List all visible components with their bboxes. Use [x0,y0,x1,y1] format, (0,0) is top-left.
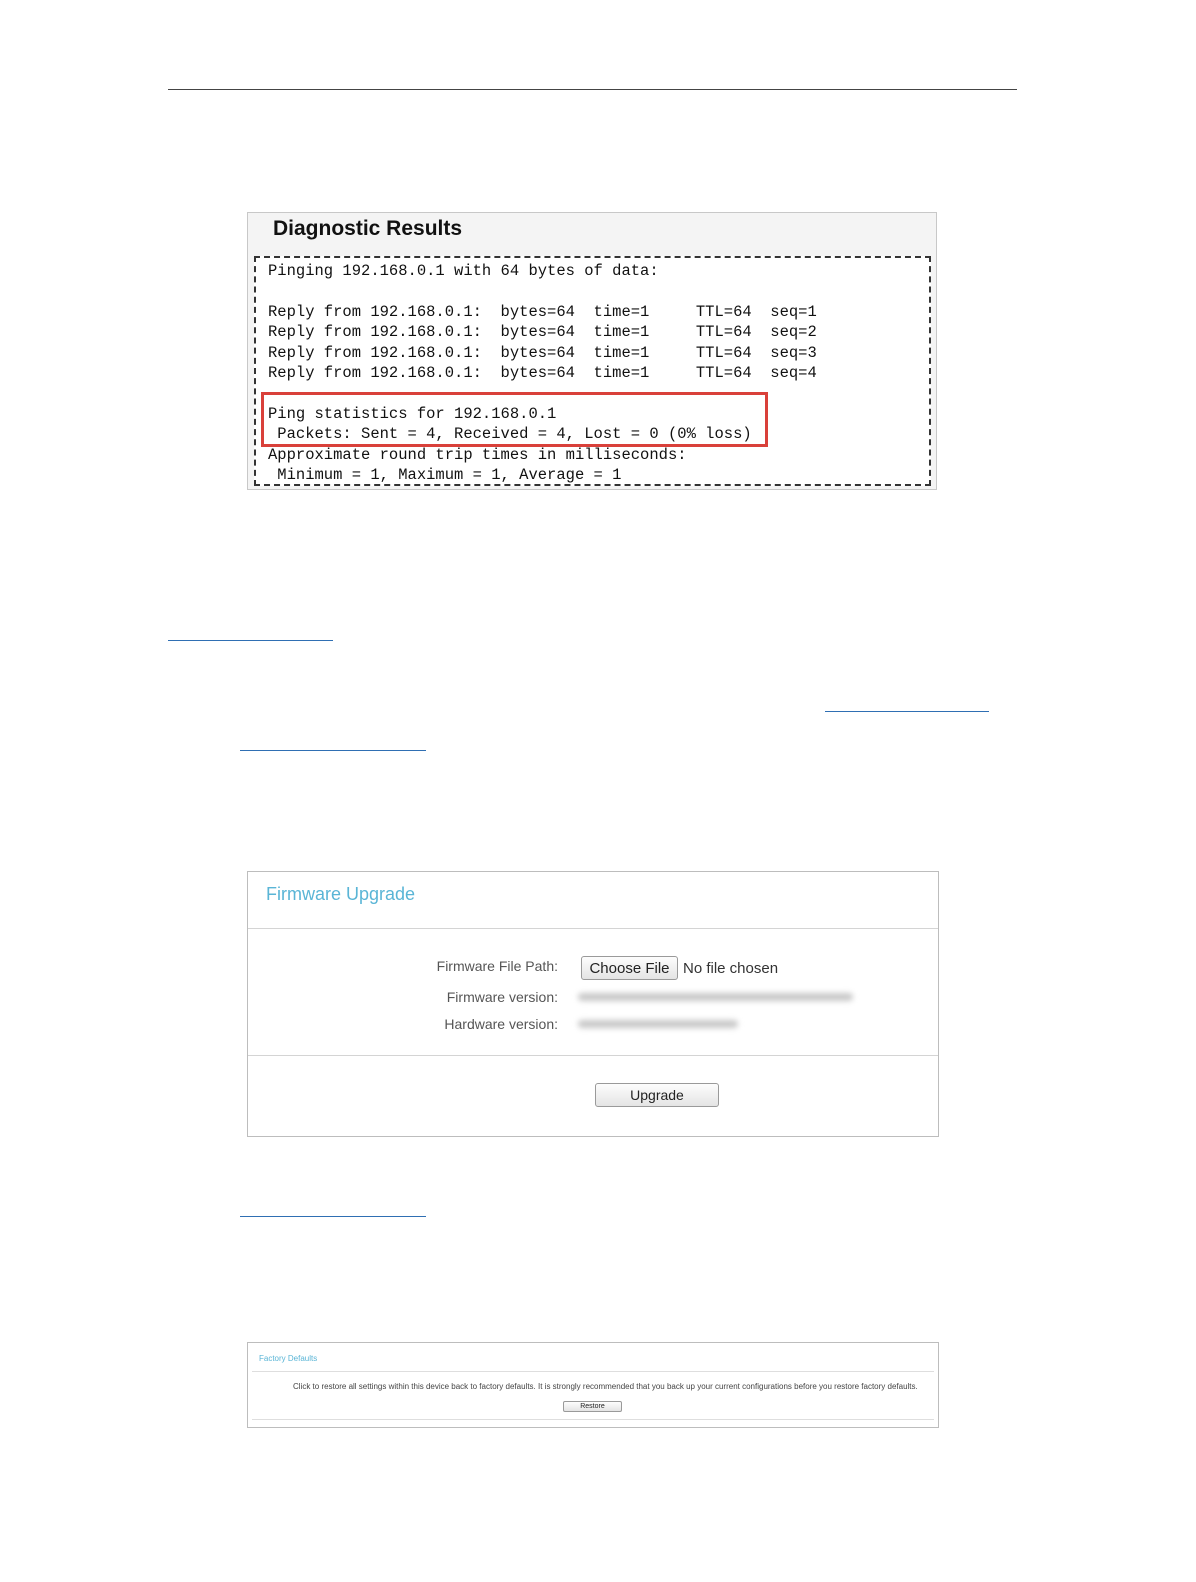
ping-output-line: Reply from 192.168.0.1: bytes=64 time=1 TTL=64 seq=3 [268,344,817,362]
hardware-version-label: Hardware version: [444,1016,558,1032]
link-underline[interactable] [240,1216,426,1217]
no-file-chosen-text: No file chosen [683,960,779,977]
ping-output-line: Approximate round trip times in milliseconds: [268,446,687,464]
factory-defaults-title: Factory Defaults [259,1354,318,1363]
ping-output-line: Reply from 192.168.0.1: bytes=64 time=1 TTL=64 seq=2 [268,323,817,341]
ping-output-line: Minimum = 1, Maximum = 1, Average = 1 [268,466,622,484]
ping-output-line: Reply from 192.168.0.1: bytes=64 time=1 TTL=64 seq=1 [268,303,817,321]
firmware-version-label: Firmware version: [446,989,558,1005]
ping-output-line: Packets: Sent = 4, Received = 4, Lost = 0 (0% loss) [268,425,752,443]
page-header-rule [168,89,1017,90]
diagnostic-results-panel [247,212,937,490]
ping-output-line: Reply from 192.168.0.1: bytes=64 time=1 TTL=64 seq=4 [268,364,817,382]
ping-statistics-highlight [261,392,768,447]
firmware-upgrade-title: Firmware Upgrade [266,884,416,904]
restore-button[interactable]: Restore [563,1401,622,1412]
hardware-version-value [578,1020,738,1028]
link-underline[interactable] [825,711,989,712]
firmware-version-value [578,993,853,1001]
divider [252,1419,934,1420]
divider [252,1371,934,1372]
firmware-upgrade-panel [247,871,939,1137]
divider [248,1055,938,1056]
divider [248,928,938,929]
ping-output-box [254,256,931,486]
link-underline[interactable] [240,750,426,751]
factory-defaults-description: Click to restore all settings within this device back to factory defaults. It is strongly recommended that you back up your current configurations before you restore factory defaults. [293,1382,918,1391]
choose-file-button[interactable]: Choose File [581,956,678,980]
ping-output-line: Pinging 192.168.0.1 with 64 bytes of data: [268,262,659,280]
ping-output-line: Ping statistics for 192.168.0.1 [268,405,557,423]
factory-defaults-panel [247,1342,939,1428]
upgrade-button[interactable]: Upgrade [595,1083,719,1107]
link-underline[interactable] [168,640,333,641]
diagnostic-results-title: Diagnostic Results [273,217,463,240]
firmware-file-path-label: Firmware File Path: [436,958,558,974]
